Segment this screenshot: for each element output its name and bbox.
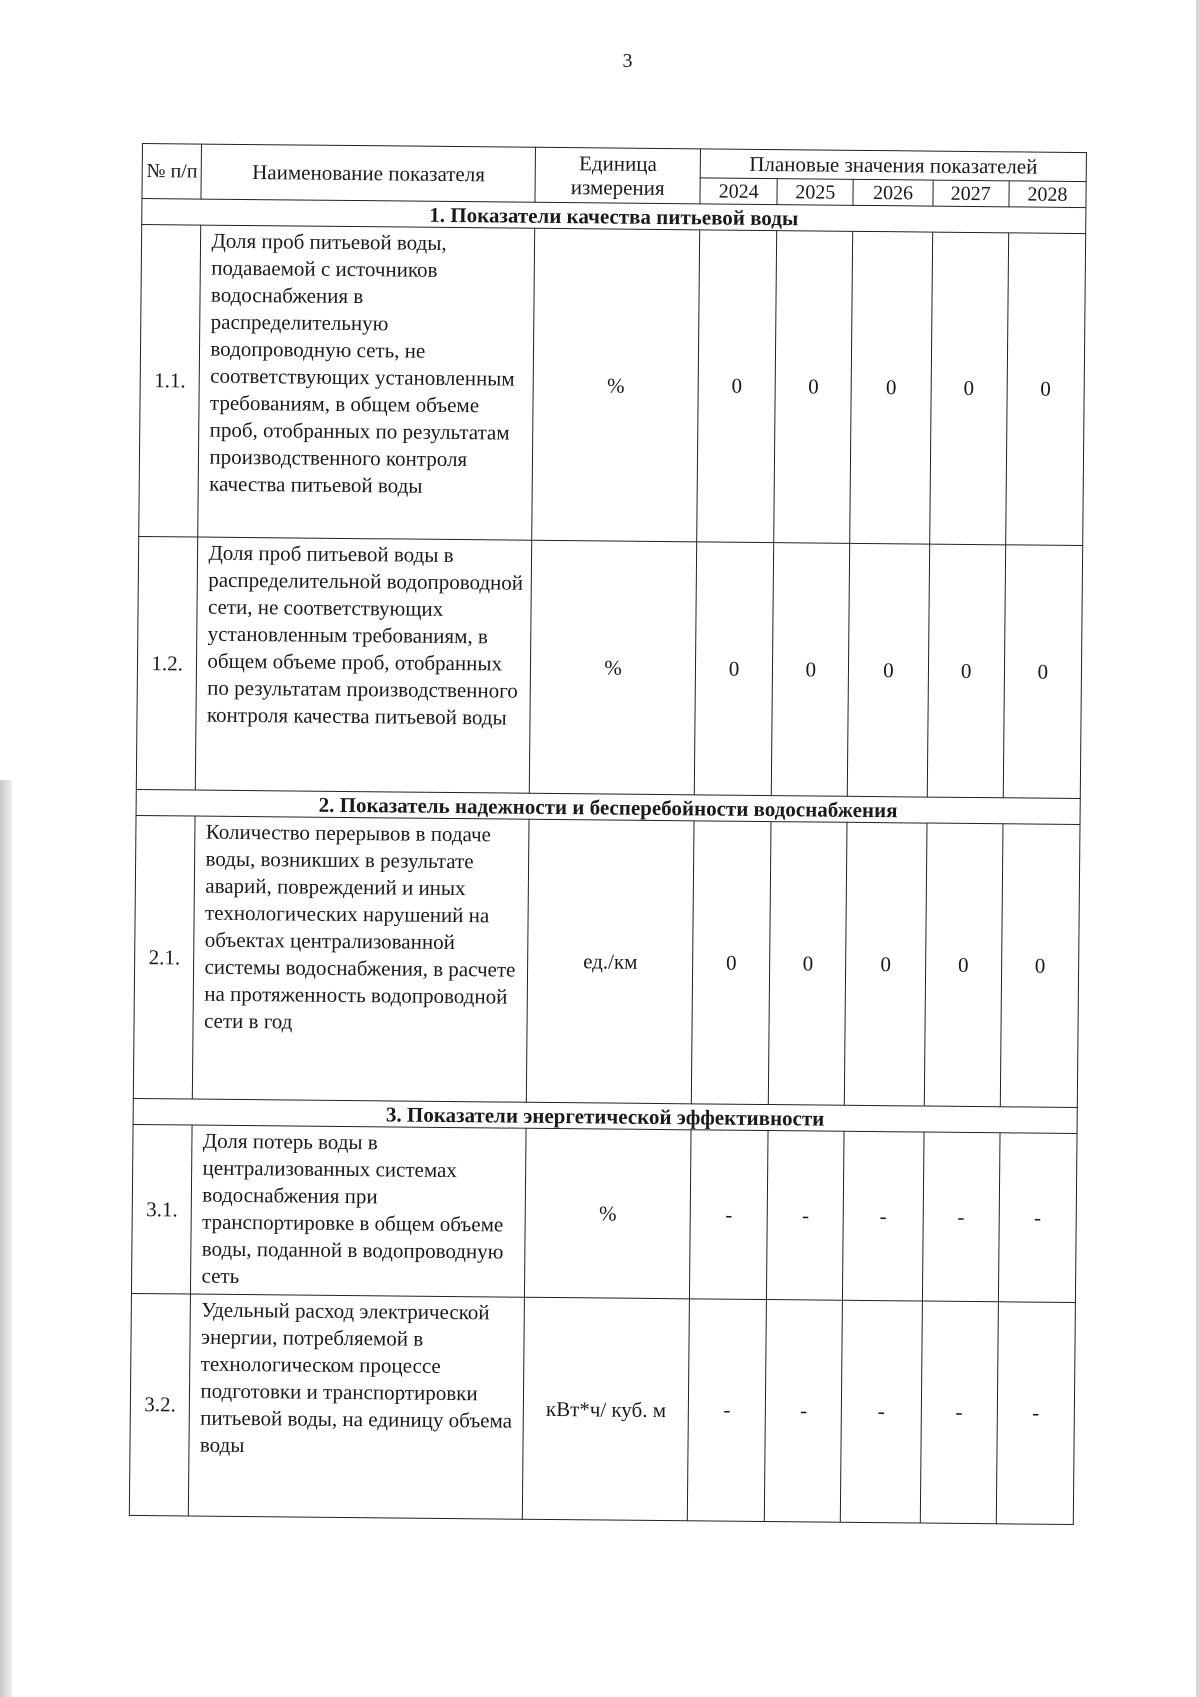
scan-right-edge (1196, 0, 1200, 1697)
row-value: 0 (769, 822, 848, 1106)
row-value: 0 (850, 231, 932, 544)
scan-left-edge (0, 780, 12, 1697)
row-value: - (996, 1302, 1075, 1525)
header-year: 2024 (700, 178, 777, 205)
row-value: 0 (924, 823, 1003, 1107)
section-title: 1. Показатели качества питьевой воды (142, 199, 1086, 234)
row-value: 0 (774, 231, 853, 544)
row-num: 1.2. (136, 536, 198, 790)
row-num: 2.1. (133, 815, 195, 1099)
row-num: 3.1. (131, 1124, 192, 1294)
row-value: 0 (848, 543, 930, 797)
row-name: Доля проб питьевой воды, подаваемой с источников водоснабжения в распределительную водопроводную сеть, не соответствующих установленным требованиям, в общем объеме проб, отобранных по результатам производственного контроля качества питьевой воды (198, 225, 535, 540)
row-name: Доля проб питьевой воды в распределительной водопроводной сети, не соответствующих установленным требованиям, в общем объеме проб, отобранных по результатам производственного контроля качества питьевой воды (196, 537, 532, 793)
row-value: 0 (1003, 545, 1083, 799)
header-year: 2025 (777, 179, 853, 206)
row-value: 0 (694, 542, 774, 796)
section-title: 2. Показатель надежности и бесперебойности водоснабжения (136, 789, 1080, 824)
row-unit: % (525, 1128, 691, 1299)
row-value: - (841, 1300, 922, 1523)
row-unit: кВт*ч/ куб. м (523, 1297, 690, 1521)
row-value: - (687, 1299, 766, 1522)
table-row (133, 815, 1080, 1107)
row-value: 0 (1005, 233, 1085, 546)
header-year: 2026 (853, 179, 933, 206)
row-value: - (920, 1301, 998, 1524)
row-name: Удельный расход электрической энергии, потребляемой в технологическом процессе подготовки и транспортировки питьевой воды, на единицу объема воды (189, 1294, 525, 1519)
header-planned: Плановые значения показателей (700, 149, 1086, 182)
row-value: 0 (845, 822, 927, 1106)
row-num: 3.2. (129, 1293, 191, 1516)
row-value: - (843, 1131, 924, 1301)
page-number: 3 (622, 50, 633, 72)
row-unit: % (532, 228, 700, 542)
table-row (136, 536, 1082, 798)
row-value: - (767, 1131, 845, 1301)
row-value: 0 (771, 543, 850, 797)
header-year: 2028 (1009, 181, 1086, 208)
row-value: 0 (1000, 824, 1080, 1108)
row-name: Количество перерывов в подаче воды, возникших в результате аварий, повреждений и иных технологических нарушений на объектах централизованной системы водоснабжения, в расчете на протяженность водопроводной сети в год (193, 816, 529, 1102)
indicators-table (129, 143, 1087, 1525)
header-unit: Единица измерения (535, 147, 700, 204)
table-row (139, 225, 1086, 546)
row-value: - (765, 1300, 843, 1523)
row-value: - (689, 1130, 768, 1300)
table-row (129, 1293, 1075, 1524)
header-year: 2027 (933, 180, 1009, 207)
row-value: 0 (691, 821, 771, 1105)
row-unit: % (530, 540, 697, 795)
row-name: Доля потерь воды в централизованных системах водоснабжения при транспортировке в общем объеме воды, поданной в водопроводную сеть (191, 1125, 526, 1297)
row-value: 0 (929, 232, 1008, 545)
row-value: 0 (927, 544, 1006, 798)
row-value: - (998, 1133, 1077, 1303)
header-name: Наименование показателя (201, 144, 535, 202)
section-title: 3. Показатели энергетической эффективности (133, 1098, 1077, 1133)
header-num: № п/п (142, 144, 202, 200)
row-unit: ед./км (527, 819, 695, 1104)
row-value: - (922, 1132, 1000, 1302)
row-num: 1.1. (139, 225, 201, 538)
table-row (131, 1124, 1077, 1302)
row-value: 0 (697, 230, 777, 543)
